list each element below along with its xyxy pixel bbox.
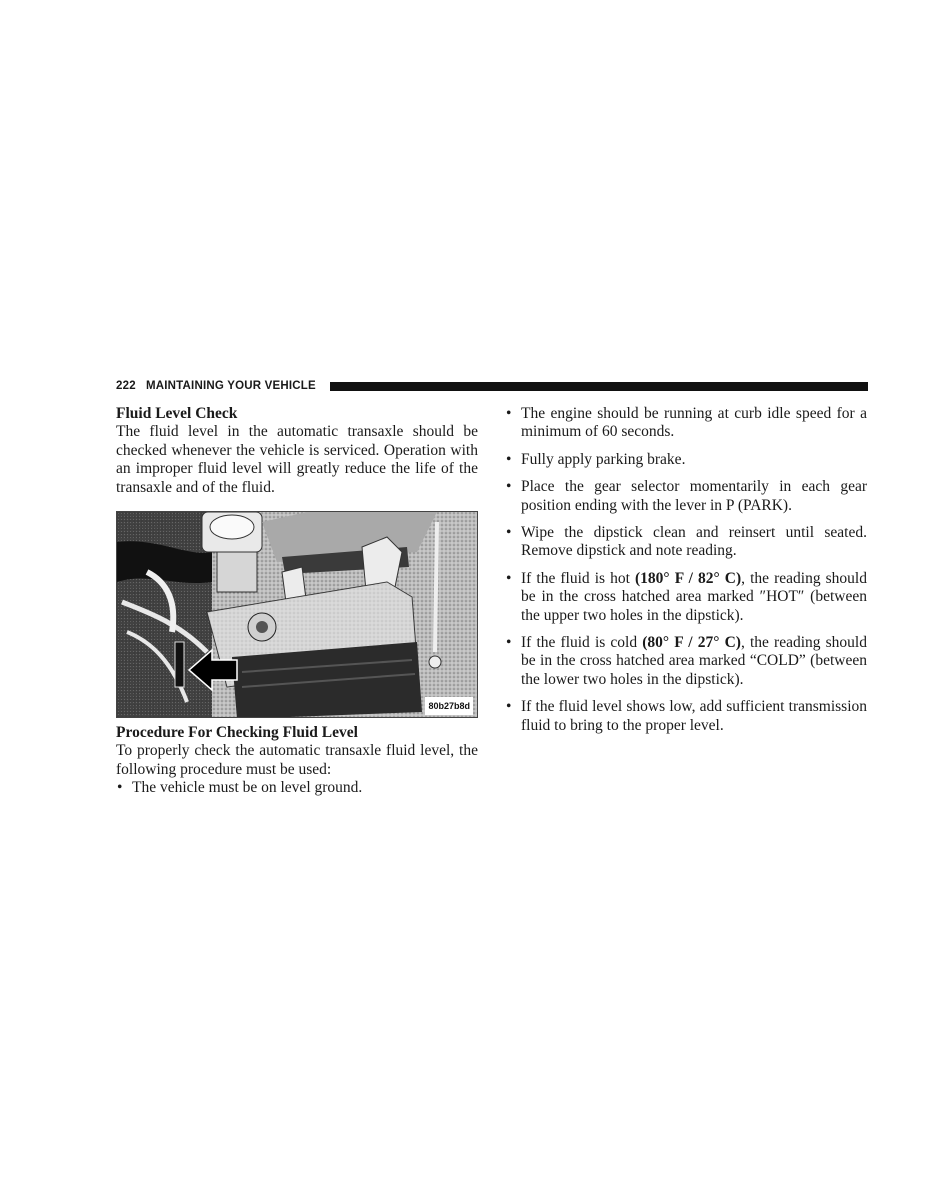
- bullet-icon: •: [117, 779, 123, 797]
- procedure-paragraph: To properly check the automatic transaxle fluid level, the following procedure must be used:: [116, 742, 478, 778]
- header-rule: [330, 382, 868, 391]
- list-item: • If the fluid level shows low, add sufficient transmission fluid to bring to the proper level.: [506, 698, 867, 734]
- left-bullet-list: [116, 779, 478, 797]
- section-title: MAINTAINING YOUR VEHICLE: [146, 380, 316, 392]
- engine-illustration: [117, 512, 478, 718]
- bullet-icon: •: [506, 634, 512, 652]
- engine-compartment-figure: [116, 511, 478, 718]
- bullet-icon: •: [506, 698, 512, 716]
- intro-paragraph: The fluid level in the automatic transaxle should be checked whenever the vehicle is serviced. Operation with an improper fluid level will greatly reduce the life of the transaxle and of the fluid.: [116, 423, 478, 496]
- list-item: • The engine should be running at curb idle speed for a minimum of 60 seconds.: [506, 405, 867, 441]
- list-item: • If the fluid is cold (80° F / 27° C), the reading should be in the cross hatched area marked “COLD” (between the lower two holes in the dipstick).: [506, 634, 867, 688]
- bullet-icon: •: [506, 405, 512, 422]
- bullet-icon: •: [506, 569, 512, 587]
- right-bullet-list: [505, 405, 867, 735]
- heading-fluid-level-check: Fluid Level Check: [116, 405, 238, 422]
- right-column: [505, 405, 867, 744]
- bullet-icon: •: [506, 450, 512, 468]
- bullet-icon: •: [506, 478, 512, 496]
- list-item: • Fully apply parking brake.: [506, 450, 686, 468]
- list-item: • Wipe the dipstick clean and reinsert until seated. Remove dipstick and note reading.: [506, 524, 867, 560]
- cold-temperature: (80° F / 27° C): [642, 634, 741, 652]
- hot-temperature: (180° F / 82° C): [635, 569, 742, 587]
- left-column: [116, 405, 478, 807]
- page-number: 222: [116, 380, 136, 392]
- bullet-icon: •: [506, 524, 512, 542]
- figure-code: 80b27b8d: [425, 697, 473, 715]
- list-item: • The vehicle must be on level ground.: [117, 779, 363, 797]
- list-item: • If the fluid is hot (180° F / 82° C), the reading should be in the cross hatched area marked ″HOT″ (between the upper two holes in the dipstick).: [506, 569, 867, 624]
- list-item: • Place the gear selector momentarily in each gear position ending with the lever in P (PARK).: [506, 478, 867, 514]
- page-header: [116, 379, 868, 395]
- heading-procedure: Procedure For Checking Fluid Level: [116, 724, 358, 742]
